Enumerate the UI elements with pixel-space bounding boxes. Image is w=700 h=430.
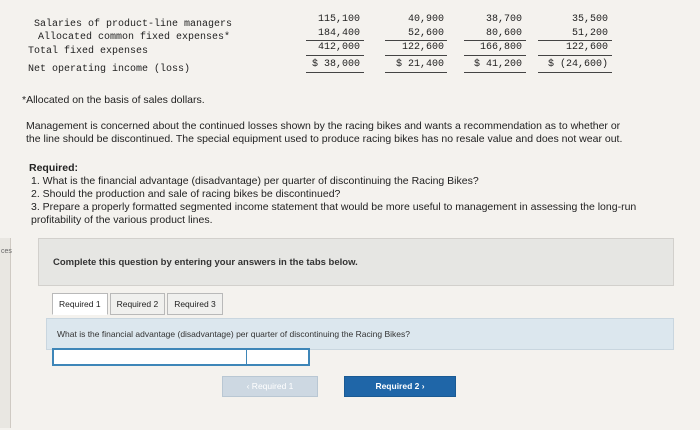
rule [538,40,612,41]
required-item-3: 3. Prepare a properly formatted segmented income statement that would be more useful to management in assessing the long-run [31,201,637,213]
next-required-button[interactable]: Required 2 › [344,376,456,397]
cell-r4-c2: $ 21,400 [395,59,444,70]
rule [385,72,447,73]
cell-r2-c2: 52,600 [407,28,444,39]
required-item-2: 2. Should the production and sale of racing bikes be discontinued? [31,188,341,200]
instruction-box [38,238,674,286]
tab-required-1[interactable]: Required 1 [52,293,108,315]
required-item-1: 1. What is the financial advantage (disadvantage) per quarter of discontinuing the Racing Bikes? [31,175,479,187]
row-label-allocated: Allocated common fixed expenses* [38,32,231,43]
rule [385,55,447,56]
cell-r2-c1: 184,400 [317,28,360,39]
instruction-text: Complete this question by entering your answers in the tabs below. [53,257,358,268]
cell-r1-c4: 35,500 [571,14,608,25]
prev-required-button[interactable]: ‹ Required 1 [222,376,318,397]
rule [306,55,364,56]
cell-r3-c2: 122,600 [401,42,444,53]
answer-input[interactable] [52,348,310,366]
rule [464,55,526,56]
cell-r4-c1: $ 38,000 [311,59,360,70]
left-edge-label: ces [1,248,12,255]
left-panel-edge [0,238,11,428]
rule [306,72,364,73]
row-label-total-fixed: Total fixed expenses [28,46,149,57]
cell-r2-c4: 51,200 [571,28,608,39]
rule [464,40,526,41]
rule [464,72,526,73]
question-band [46,318,674,350]
cell-r4-c4: $ (24,600) [547,59,608,70]
rule [385,40,447,41]
rule [538,72,612,73]
tab-bar [52,293,225,315]
question-text: What is the financial advantage (disadvantage) per quarter of discontinuing the Racing Bikes? [57,329,410,339]
cell-r1-c2: 40,900 [407,14,444,25]
cell-r1-c1: 115,100 [317,14,360,25]
rule [538,55,612,56]
cell-r3-c3: 166,800 [479,42,522,53]
footnote: *Allocated on the basis of sales dollars. [22,94,205,106]
tab-required-2[interactable]: Required 2 [110,293,166,315]
required-item-3-cont: profitability of the various product lines. [31,214,213,226]
answer-input-divider [246,350,247,364]
paragraph-line-2: the line should be discontinued. The special equipment used to produce racing bikes has no resale value and does not wear out. [26,133,623,145]
cell-r4-c3: $ 41,200 [473,59,522,70]
cell-r1-c3: 38,700 [485,14,522,25]
cell-r3-c4: 122,600 [565,42,608,53]
required-heading: Required: [29,162,79,174]
row-label-salaries: Salaries of product-line managers [34,19,233,30]
cell-r2-c3: 80,600 [485,28,522,39]
paragraph-line-1: Management is concerned about the continued losses shown by the racing bikes and wants a recommendation as to whether or [26,120,621,132]
cell-r3-c1: 412,000 [317,42,360,53]
tab-required-3[interactable]: Required 3 [167,293,223,315]
row-label-net-income: Net operating income (loss) [28,64,191,75]
rule [306,40,364,41]
